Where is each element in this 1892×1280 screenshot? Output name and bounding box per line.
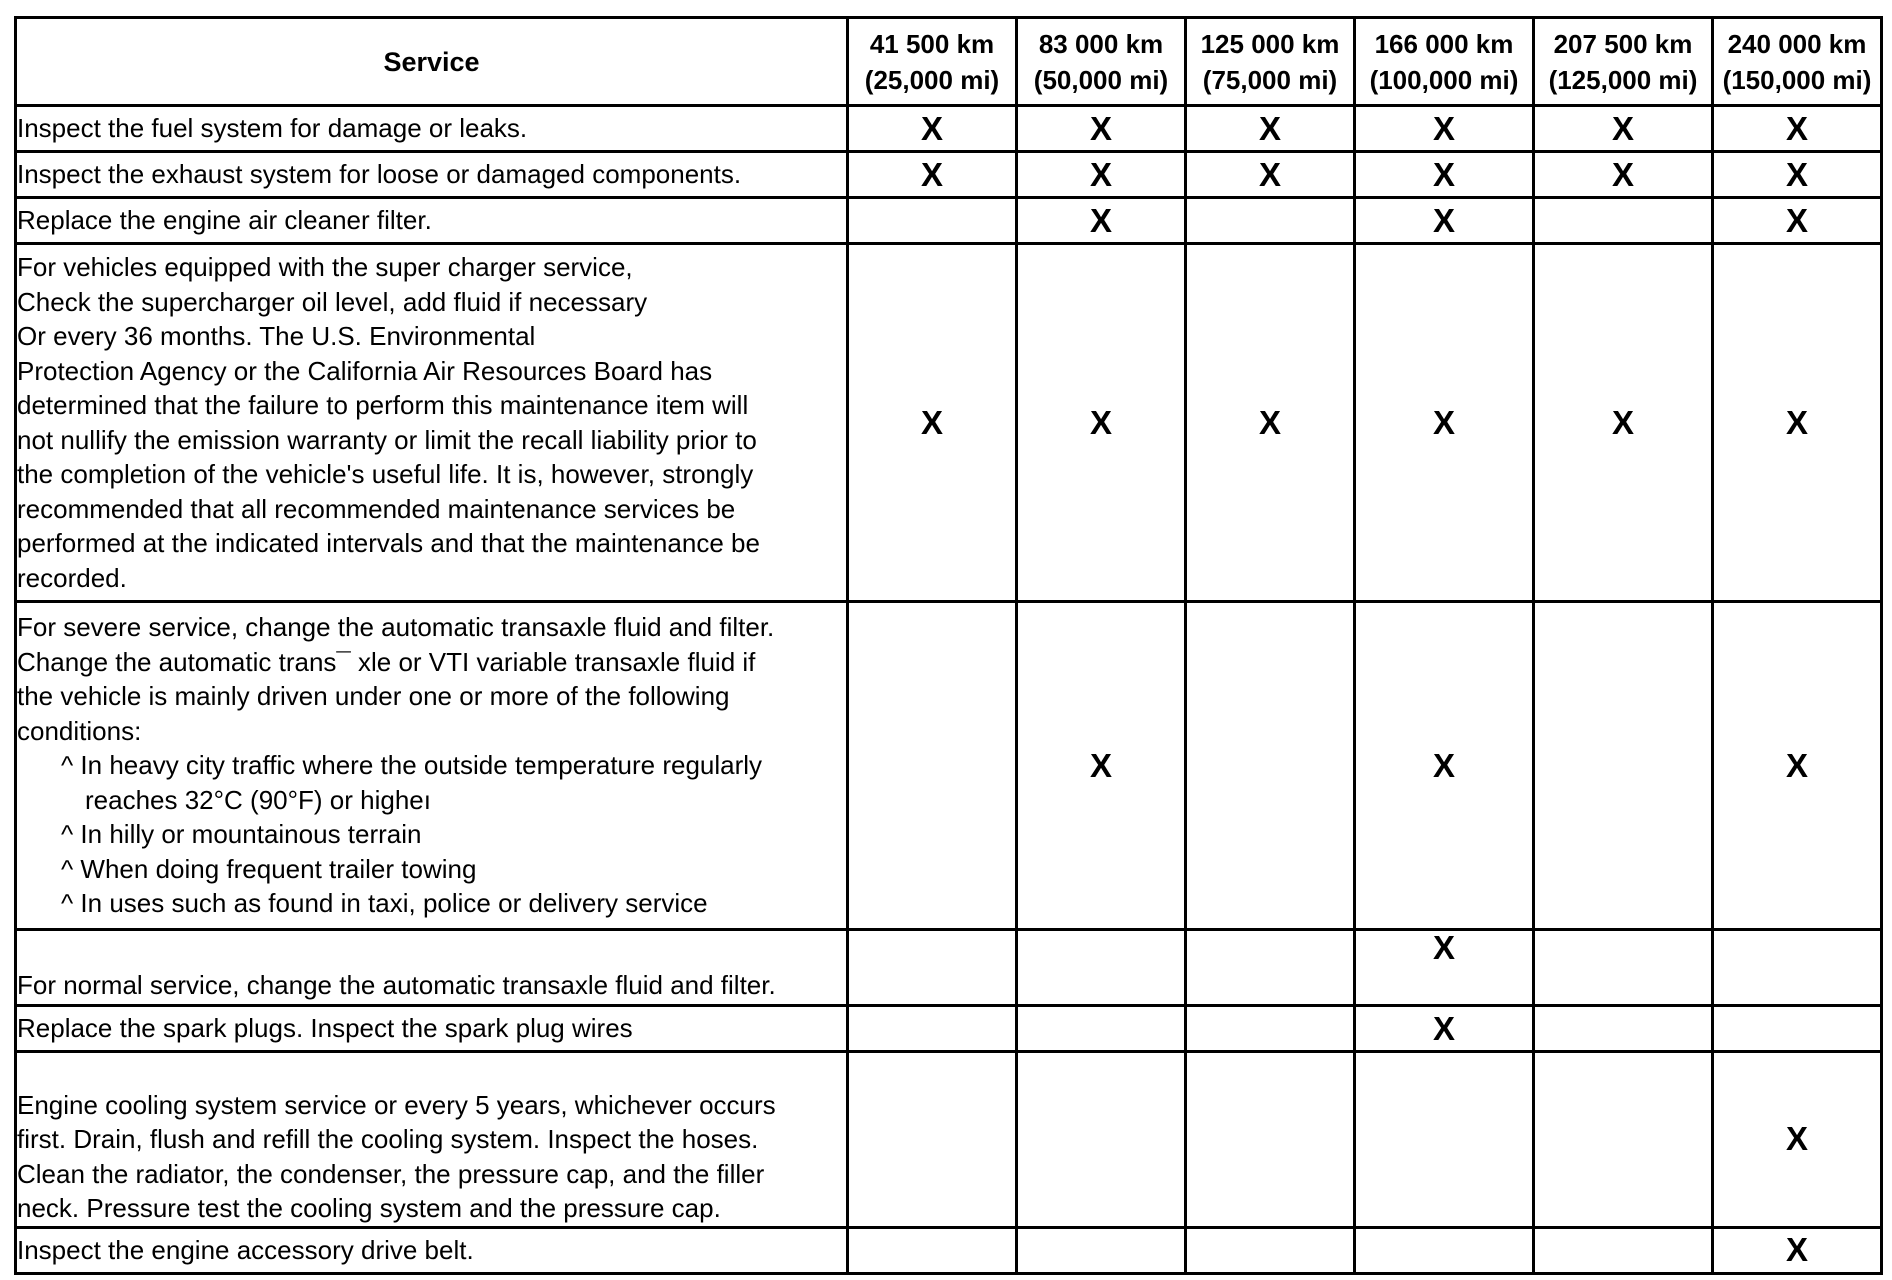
interval-cell: [1713, 152, 1882, 198]
service-description: [16, 1052, 848, 1228]
service-mark: X: [1432, 109, 1455, 147]
interval-cell: [848, 1052, 1017, 1228]
interval-cell: [1186, 198, 1355, 244]
maintenance-schedule-table: [14, 16, 1883, 1275]
service-mark: X: [920, 403, 943, 441]
interval-cell: [848, 930, 1017, 1006]
service-mark: X: [1785, 746, 1808, 784]
description-line: Replace the spark plugs. Inspect the spark plug wires: [17, 1013, 633, 1044]
interval-cell: [1186, 152, 1355, 198]
service-mark: X: [1785, 109, 1808, 147]
interval-cell: [1186, 1052, 1355, 1228]
interval-mi: (100,000 mi): [1369, 64, 1519, 95]
interval-cell: [1017, 198, 1186, 244]
interval-cell: [1017, 1006, 1186, 1052]
interval-cell: [848, 198, 1017, 244]
description-line: Inspect the fuel system for damage or leaks.: [17, 113, 528, 144]
description-line: the vehicle is mainly driven under one or more of the following: [17, 681, 730, 712]
service-mark: X: [1432, 155, 1455, 193]
service-mark: X: [1785, 201, 1808, 239]
interval-cell: [1713, 602, 1882, 930]
service-mark: X: [1258, 109, 1281, 147]
service-column-header: Service: [16, 18, 848, 106]
service-description: [16, 106, 848, 152]
schedule-body: [16, 106, 1882, 1274]
description-line: ^ In uses such as found in taxi, police or delivery service: [61, 888, 708, 919]
service-row: [16, 106, 1882, 152]
interval-km: 41 500 km: [869, 28, 995, 59]
description-line: For normal service, change the automatic transaxle fluid and filter.: [17, 969, 776, 1000]
description-line: reaches 32°C (90°F) or higheı: [85, 784, 431, 815]
service-mark: X: [1432, 201, 1455, 239]
service-mark: X: [1432, 1009, 1455, 1047]
interval-cell: [1017, 244, 1186, 602]
interval-cell: [1713, 198, 1882, 244]
interval-mi: (75,000 mi): [1202, 64, 1338, 95]
service-row: [16, 1006, 1882, 1052]
service-mark: X: [1785, 403, 1808, 441]
description-line: [17, 1053, 846, 1088]
service-mark: X: [920, 109, 943, 147]
interval-km: 207 500 km: [1553, 28, 1693, 59]
interval-mi: (150,000 mi): [1722, 64, 1872, 95]
interval-cell: [1186, 602, 1355, 930]
service-mark: X: [1611, 403, 1634, 441]
service-row: [16, 244, 1882, 602]
header-row: [16, 18, 1882, 106]
interval-cell: [1017, 1052, 1186, 1228]
interval-cell: [1355, 1006, 1534, 1052]
interval-cell: [1713, 1052, 1882, 1228]
interval-cell: [848, 152, 1017, 198]
interval-cell: [1534, 1006, 1713, 1052]
interval-cell: [848, 244, 1017, 602]
interval-cell: [1713, 1006, 1882, 1052]
interval-cell: [1355, 930, 1534, 1006]
interval-header-4: [1355, 18, 1534, 106]
interval-cell: [1017, 106, 1186, 152]
service-mark: X: [1611, 155, 1634, 193]
interval-cell: [1186, 106, 1355, 152]
service-mark: X: [1432, 929, 1455, 966]
interval-cell: [1355, 1227, 1534, 1273]
service-mark: X: [920, 155, 943, 193]
service-row: [16, 930, 1882, 1006]
description-line: Or every 36 months. The U.S. Environmental: [17, 321, 536, 351]
interval-cell: [1017, 930, 1186, 1006]
interval-cell: [1534, 602, 1713, 930]
description-line: Inspect the engine accessory drive belt.: [17, 1234, 474, 1265]
description-line: For severe service, change the automatic transaxle fluid and filter.: [17, 612, 775, 643]
service-description: [16, 198, 848, 244]
service-description: [16, 152, 848, 198]
service-mark: X: [1432, 746, 1455, 784]
service-mark: X: [1785, 1231, 1808, 1268]
interval-cell: [1534, 244, 1713, 602]
interval-cell: [1186, 1227, 1355, 1273]
description-line: neck. Pressure test the cooling system and the pressure cap.: [17, 1193, 721, 1223]
description-line: the completion of the vehicle's useful life. It is, however, strongly: [17, 459, 754, 489]
interval-cell: [1355, 152, 1534, 198]
service-description: [16, 1227, 848, 1273]
description-line: ^ In hilly or mountainous terrain: [61, 819, 422, 850]
description-line: determined that the failure to perform this maintenance item will: [17, 390, 749, 420]
service-mark: X: [1611, 109, 1634, 147]
description-line: not nullify the emission warranty or limit the recall liability prior to: [17, 424, 757, 455]
interval-cell: [1534, 930, 1713, 1006]
service-row: [16, 1227, 1882, 1273]
interval-km: 125 000 km: [1200, 28, 1340, 59]
description-line: Clean the radiator, the condenser, the pressure cap, and the filler: [17, 1158, 765, 1189]
service-row: [16, 602, 1882, 930]
description-line: Inspect the exhaust system for loose or damaged components.: [17, 159, 742, 190]
interval-cell: [1534, 152, 1713, 198]
service-mark: X: [1258, 155, 1281, 193]
service-mark: X: [1089, 746, 1112, 784]
interval-cell: [1713, 106, 1882, 152]
service-mark: X: [1089, 109, 1112, 147]
description-line: ^ In heavy city traffic where the outside temperature regularly: [61, 750, 763, 781]
service-description: [16, 602, 848, 930]
interval-km: 83 000 km: [1038, 28, 1164, 59]
description-line: recorded.: [17, 562, 127, 593]
description-line: Check the supercharger oil level, add fluid if necessary: [17, 286, 648, 317]
service-row: [16, 1052, 1882, 1228]
interval-cell: [1355, 602, 1534, 930]
interval-cell: [1355, 106, 1534, 152]
interval-cell: [1186, 930, 1355, 1006]
interval-cell: [1534, 106, 1713, 152]
interval-cell: [1186, 1006, 1355, 1052]
service-mark: X: [1089, 201, 1112, 239]
interval-cell: [1713, 244, 1882, 602]
interval-mi: (125,000 mi): [1548, 64, 1698, 95]
description-line: For vehicles equipped with the super charger service,: [17, 252, 633, 282]
interval-cell: [1355, 198, 1534, 244]
description-line: ^ When doing frequent trailer towing: [61, 853, 477, 884]
description-line: performed at the indicated intervals and that the maintenance be: [17, 528, 760, 558]
service-description: [16, 1006, 848, 1052]
description-line: recommended that all recommended maintenance services be: [17, 493, 736, 524]
interval-cell: [1017, 1227, 1186, 1273]
interval-header-6: [1713, 18, 1882, 106]
description-line: conditions:: [17, 715, 142, 746]
interval-cell: [848, 1227, 1017, 1273]
interval-cell: [1534, 1052, 1713, 1228]
service-description: [16, 930, 848, 1006]
interval-header-2: [1017, 18, 1186, 106]
description-line: Replace the engine air cleaner filter.: [17, 205, 432, 236]
service-row: [16, 198, 1882, 244]
interval-cell: [1534, 198, 1713, 244]
description-line: Protection Agency or the California Air Resources Board has: [17, 355, 713, 386]
interval-cell: [1186, 244, 1355, 602]
interval-cell: [1534, 1227, 1713, 1273]
service-mark: X: [1089, 403, 1112, 441]
service-mark: X: [1432, 403, 1455, 441]
interval-cell: [1017, 602, 1186, 930]
interval-mi: (50,000 mi): [1033, 64, 1169, 95]
interval-header-3: [1186, 18, 1355, 106]
interval-cell: [848, 106, 1017, 152]
interval-cell: [1355, 244, 1534, 602]
interval-cell: [1713, 930, 1882, 1006]
interval-header-5: [1534, 18, 1713, 106]
description-line: Engine cooling system service or every 5 years, whichever occurs: [17, 1089, 776, 1120]
interval-cell: [1355, 1052, 1534, 1228]
service-mark: X: [1258, 403, 1281, 441]
service-description: [16, 244, 848, 602]
interval-header-1: [848, 18, 1017, 106]
description-line: [17, 933, 846, 968]
interval-km: 240 000 km: [1727, 28, 1867, 59]
service-mark: X: [1785, 155, 1808, 193]
description-line: first. Drain, flush and refill the cooling system. Inspect the hoses.: [17, 1124, 759, 1154]
interval-cell: [1713, 1227, 1882, 1273]
interval-km: 166 000 km: [1374, 28, 1514, 59]
interval-cell: [1017, 152, 1186, 198]
service-mark: X: [1089, 155, 1112, 193]
service-row: [16, 152, 1882, 198]
service-mark: X: [1785, 1120, 1808, 1158]
description-line: Change the automatic trans¯ xle or VTI variable transaxle fluid if: [17, 646, 756, 677]
interval-cell: [848, 1006, 1017, 1052]
interval-mi: (25,000 mi): [864, 64, 1000, 95]
interval-cell: [848, 602, 1017, 930]
